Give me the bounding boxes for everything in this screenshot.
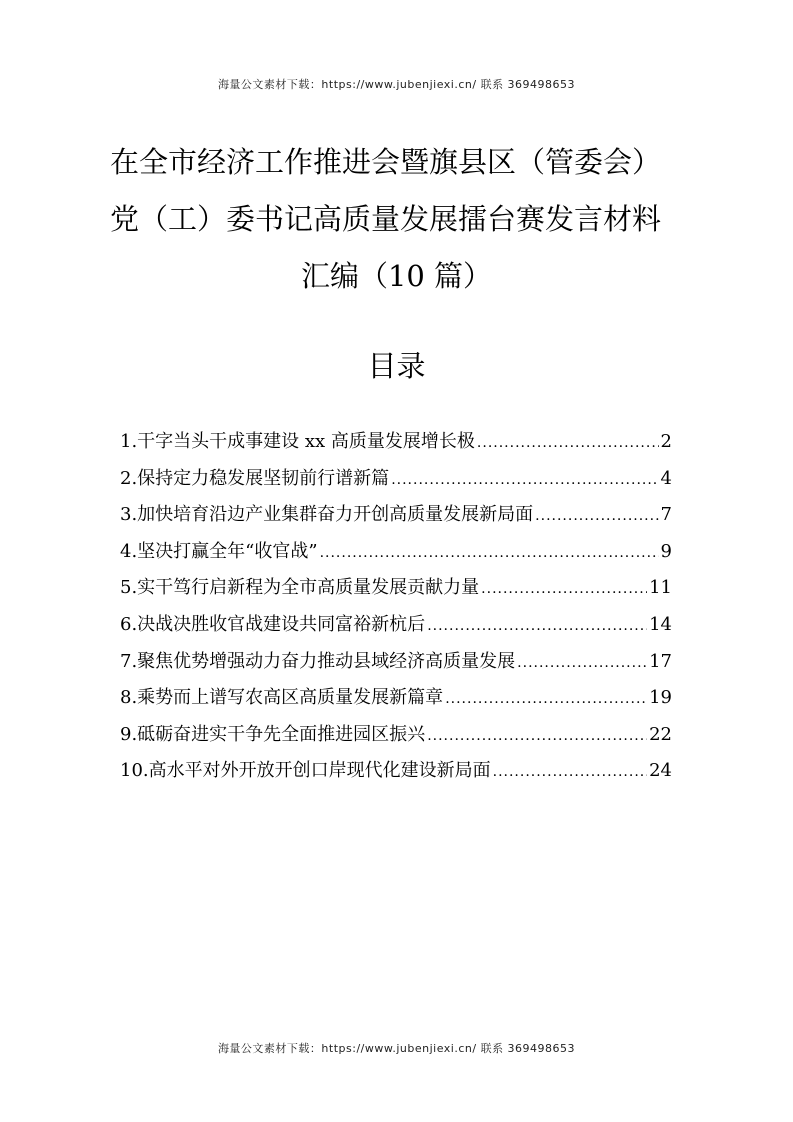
title-line-1: 在全市经济工作推进会暨旗县区（管委会） [110, 145, 662, 179]
toc-item-9[interactable] [120, 720, 672, 757]
toc-dot-leader [535, 508, 658, 524]
toc-item-text: 2.保持定力稳发展坚韧前行谱新篇 [120, 467, 390, 489]
toc-dot-leader [320, 545, 659, 561]
toc-item-10[interactable] [120, 756, 672, 793]
toc-heading: 目录 [367, 349, 426, 383]
toc-dot-leader [427, 618, 647, 634]
toc-item-6[interactable] [120, 610, 672, 647]
document-title [110, 134, 683, 305]
toc-item-3[interactable] [120, 500, 672, 537]
toc-item-page: 19 [649, 687, 672, 709]
toc-item-1[interactable] [120, 427, 672, 464]
toc-dot-leader [493, 764, 647, 780]
toc-item-page: 4 [660, 467, 672, 489]
toc-item-text: 10.高水平对外开放开创口岸现代化建设新局面 [120, 760, 491, 782]
toc-item-page: 11 [649, 577, 672, 599]
toc-dot-leader [391, 472, 658, 488]
toc-item-page: 7 [660, 504, 672, 526]
toc-item-text: 4.坚决打赢全年“收官战” [120, 540, 318, 562]
toc-item-page: 24 [649, 760, 672, 782]
toc-item-text: 1.干字当头干成事建设 xx 高质量发展增长极 [120, 431, 475, 452]
toc-item-8[interactable] [120, 683, 672, 720]
toc-dot-leader [427, 728, 647, 744]
toc-item-text: 3.加快培育沿边产业集群奋力开创高质量发展新局面 [120, 504, 534, 526]
page-footer: 海量公文素材下载：https://www.jubenjiexi.cn/ 联系 369498653 [217, 1042, 576, 1055]
toc-item-page: 17 [649, 650, 672, 672]
toc-item-text: 5.实干笃行启新程为全市高质量发展贡献力量 [120, 577, 480, 599]
table-of-contents [120, 427, 672, 793]
title-line-2: 党（工）委书记高质量发展擂台赛发言材料 [110, 202, 662, 236]
toc-item-5[interactable] [120, 573, 672, 610]
toc-item-text: 8.乘势而上谱写农高区高质量发展新篇章 [120, 687, 444, 709]
toc-item-page: 9 [660, 540, 672, 562]
page-header: 海量公文素材下载：https://www.jubenjiexi.cn/ 联系 369498653 [217, 78, 576, 91]
toc-item-text: 7.聚焦优势增强动力奋力推动县域经济高质量发展 [120, 650, 516, 672]
title-line-3: 汇编（10 篇） [300, 259, 493, 293]
toc-item-4[interactable] [120, 537, 672, 574]
toc-dot-leader [445, 691, 647, 707]
toc-item-page: 2 [660, 431, 672, 452]
toc-item-7[interactable] [120, 647, 672, 684]
toc-item-text: 6.决战决胜收官战建设共同富裕新杭后 [120, 613, 426, 635]
toc-item-2[interactable] [120, 464, 672, 501]
toc-dot-leader [477, 435, 659, 451]
toc-dot-leader [517, 655, 647, 671]
toc-item-page: 14 [649, 613, 672, 635]
toc-item-page: 22 [649, 723, 672, 745]
toc-dot-leader [481, 581, 647, 597]
toc-item-text: 9.砥砺奋进实干争先全面推进园区振兴 [120, 723, 426, 745]
